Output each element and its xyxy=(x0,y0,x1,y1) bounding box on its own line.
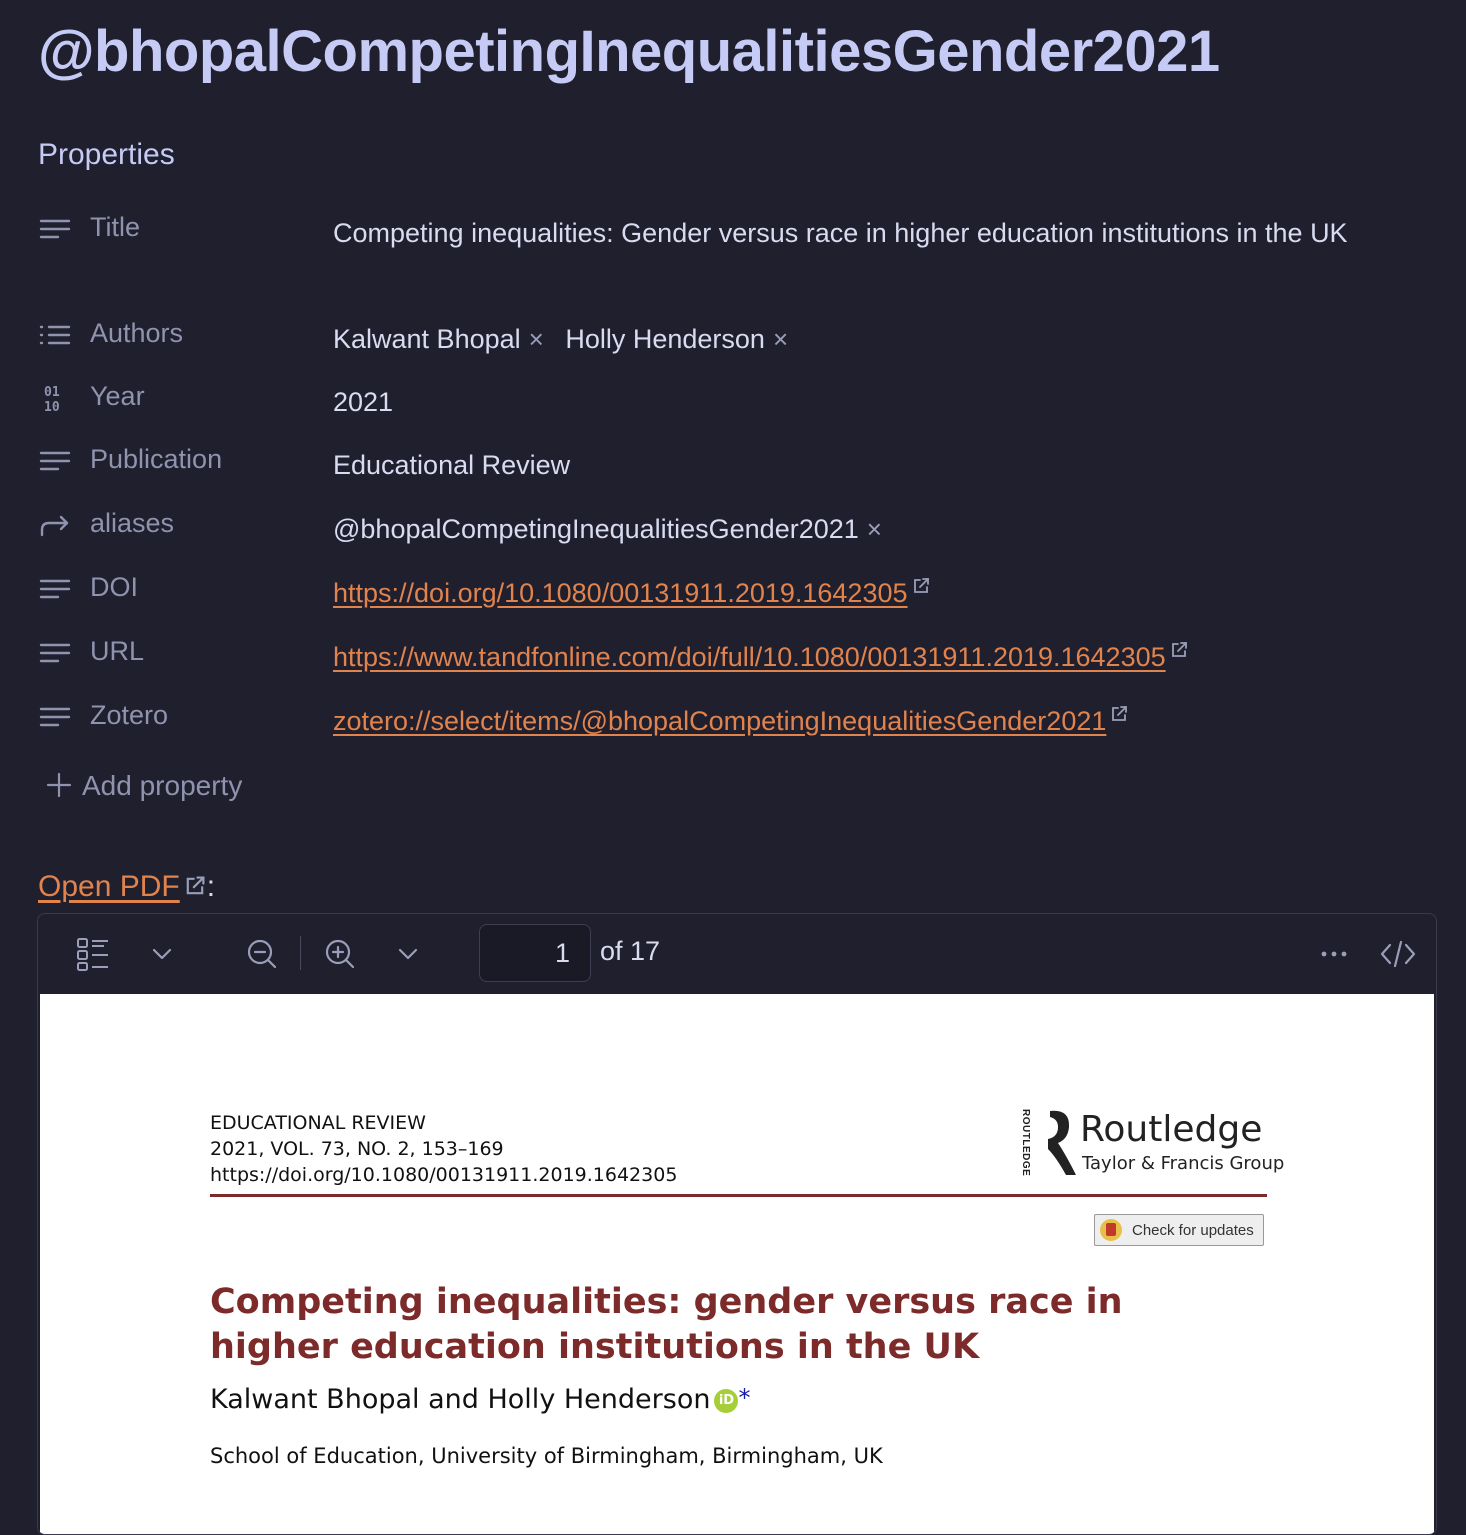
property-key-label: Authors xyxy=(90,318,184,348)
external-link-icon xyxy=(911,576,931,596)
remove-tag-icon[interactable]: × xyxy=(772,324,789,354)
code-icon[interactable] xyxy=(1378,934,1418,974)
publisher-vertical-label: ROUTLEDGE xyxy=(1020,1109,1031,1177)
property-key-url[interactable] xyxy=(38,632,318,672)
property-key-aliases[interactable] xyxy=(38,504,318,544)
property-value-title[interactable]: Competing inequalities: Gender versus race in higher education institutions in the UK xyxy=(333,218,1348,248)
routledge-head-icon xyxy=(1036,1109,1076,1179)
property-value-doi xyxy=(333,572,1408,614)
paper-affiliation: School of Education, University of Birmingham, Birmingham, UK xyxy=(210,1444,883,1468)
property-key-label: aliases xyxy=(90,508,175,538)
author-tag-label: Holly Henderson xyxy=(565,324,765,354)
svg-text:10: 10 xyxy=(44,400,60,415)
property-key-label: DOI xyxy=(90,572,139,602)
pdf-viewer xyxy=(37,913,1437,1535)
property-key-label: URL xyxy=(90,636,145,666)
toolbar-divider xyxy=(300,936,301,970)
property-value-zotero xyxy=(333,700,1408,742)
check-for-updates-button[interactable] xyxy=(1094,1214,1264,1246)
note-title: @bhopalCompetingInequalitiesGender2021 xyxy=(38,19,1220,84)
property-key-label: Title xyxy=(90,212,141,242)
property-key-label: Publication xyxy=(90,444,223,474)
arrow-forward-icon xyxy=(38,508,72,542)
doi-link[interactable]: https://doi.org/10.1080/00131911.2019.1642305 xyxy=(333,578,908,608)
property-key-publication[interactable] xyxy=(38,440,318,480)
text-lines-icon xyxy=(38,700,72,734)
property-key-zotero[interactable] xyxy=(38,696,318,736)
page-number-input[interactable]: 1 xyxy=(479,924,591,982)
chevron-down-icon[interactable] xyxy=(142,934,182,974)
open-pdf-line xyxy=(38,870,215,904)
external-link-icon xyxy=(1169,640,1189,660)
properties-heading[interactable]: Properties xyxy=(38,138,175,171)
property-key-year[interactable] xyxy=(38,377,318,417)
publisher-logo xyxy=(1020,1109,1285,1179)
property-key-label: Zotero xyxy=(90,700,169,730)
external-link-icon xyxy=(1109,704,1129,724)
plus-icon xyxy=(46,772,72,798)
property-key-doi[interactable] xyxy=(38,568,318,608)
author-tag[interactable] xyxy=(565,318,788,360)
text-lines-icon xyxy=(38,444,72,478)
author-footnote-mark: * xyxy=(738,1384,751,1412)
text-lines-icon xyxy=(38,572,72,606)
journal-header xyxy=(210,1110,677,1188)
remove-tag-icon[interactable]: × xyxy=(528,324,544,354)
zotero-link[interactable]: zotero://select/items/@bhopalCompetingInequalitiesGender2021 xyxy=(333,706,1107,736)
number-icon xyxy=(38,381,72,415)
remove-tag-icon[interactable]: × xyxy=(866,514,882,544)
external-link-icon xyxy=(183,874,207,898)
page-count: of 17 xyxy=(600,936,661,966)
svg-text:01: 01 xyxy=(44,385,60,400)
property-key-authors[interactable] xyxy=(38,314,318,354)
paper-authors xyxy=(210,1384,750,1415)
url-link[interactable]: https://www.tandfonline.com/doi/full/10.1080/00131911.2019.1642305 xyxy=(333,642,1166,672)
orcid-icon[interactable]: iD xyxy=(714,1389,738,1413)
property-key-label: Year xyxy=(90,381,145,411)
property-value-publication[interactable]: Educational Review xyxy=(333,450,571,480)
more-options-icon[interactable] xyxy=(1314,934,1354,974)
add-property-button[interactable] xyxy=(46,770,242,802)
author-tag-label: Kalwant Bhopal xyxy=(333,324,521,354)
add-property-label: Add property xyxy=(82,770,243,801)
open-pdf-link[interactable]: Open PDF xyxy=(38,870,180,903)
author-tag[interactable] xyxy=(333,318,544,360)
paper-authors-text: Kalwant Bhopal and Holly Henderson xyxy=(210,1384,711,1415)
text-lines-icon xyxy=(38,212,72,246)
paper-title: Competing inequalities: gender versus race in higher education institutions in the UK xyxy=(210,1282,1123,1367)
header-rule xyxy=(210,1194,1267,1197)
pdf-page xyxy=(40,994,1434,1535)
property-key-title[interactable] xyxy=(38,208,318,248)
property-value-authors xyxy=(333,318,1408,360)
journal-volume: 2021, VOL. 73, NO. 2, 153–169 xyxy=(210,1138,504,1160)
property-value-url xyxy=(333,636,1408,678)
alias-tag-label: @bhopalCompetingInequalitiesGender2021 xyxy=(333,514,859,544)
property-value-aliases xyxy=(333,508,1408,550)
journal-name: EDUCATIONAL REVIEW xyxy=(210,1112,426,1134)
sidebar-toggle-icon[interactable] xyxy=(74,934,114,974)
zoom-out-icon[interactable] xyxy=(242,934,282,974)
pdf-toolbar xyxy=(38,914,1436,992)
open-pdf-suffix: : xyxy=(206,870,216,903)
alias-tag[interactable] xyxy=(333,508,882,550)
journal-doi: https://doi.org/10.1080/00131911.2019.1642305 xyxy=(210,1164,678,1186)
list-icon xyxy=(38,318,72,352)
chevron-down-icon[interactable] xyxy=(388,934,428,974)
publisher-subtitle: Taylor & Francis Group xyxy=(1082,1153,1285,1174)
crossmark-icon xyxy=(1100,1219,1122,1241)
zoom-in-icon[interactable] xyxy=(320,934,360,974)
text-lines-icon xyxy=(38,636,72,670)
publisher-name: Routledge xyxy=(1080,1109,1263,1150)
check-updates-label: Check for updates xyxy=(1132,1221,1254,1239)
property-value-year[interactable]: 2021 xyxy=(333,387,394,417)
